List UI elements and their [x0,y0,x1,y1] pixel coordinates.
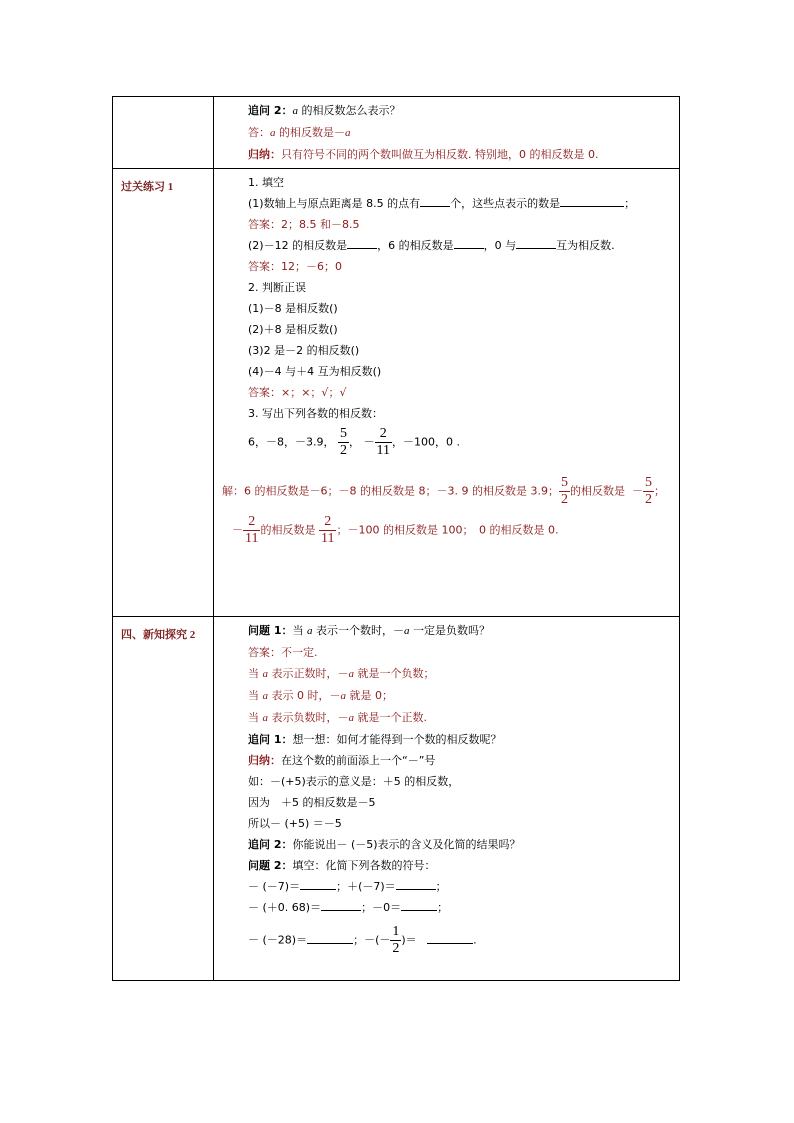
answer-blank[interactable] [307,932,353,944]
answer-blank[interactable] [516,237,556,249]
row-label-practice: 过关练习 1 [113,169,214,617]
summary-text: 只有符号不同的两个数叫做互为相反数. 特别地，0 的相反数是 0. [281,148,599,161]
case-negative: 当 a 表示负数时，－a 就是一个正数. [248,711,427,724]
fraction-1-2: $\frac{1}{2}$ [392,924,400,956]
answer-3: 答案：×；×；√；√ [248,386,347,399]
row-content-explore [214,617,680,981]
row-followup [113,97,680,169]
answer-prefix: 答： [248,126,270,139]
row-content-followup [214,97,680,169]
section-judge-title: 2. 判断正误 [248,281,306,294]
followup2-question: 的相反数怎么表示？ [297,104,401,117]
example-line-2: 因为 ＋5 的相反数是－5 [248,796,376,809]
judge-item-2: (2)＋8 是相反数() [248,323,338,336]
case-zero: 当 a 表示 0 时，－a 就是 0； [248,689,393,702]
summary-2: 归纳：在这个数的前面添上一个“－”号 [248,754,436,767]
row-content-practice [214,169,680,617]
exercise-line-3: － (－28)＝ ；－(－ $\frac{1}{2}$ )＝ . [248,924,477,956]
answer-blank[interactable] [454,237,484,249]
judge-item-3: (3)2 是－2 的相反数() [248,344,360,357]
answer-text: 的相反数是－ [275,126,345,139]
row-practice [113,169,680,617]
judge-item-1: (1)－8 是相反数() [248,302,338,315]
summary-title: 归纳： [248,148,281,161]
fraction-2-11: $\frac{2}{11}$ [245,514,259,546]
exercise-line-2: － (＋0. 68)＝ ；－0＝ ； [248,901,449,914]
answer-blank[interactable] [396,878,436,890]
answer-2: 答案：12；－6；0 [248,260,342,273]
answer-blank[interactable] [401,899,437,911]
followup-2: 追问 2：你能说出－ (－5)表示的含义及化简的结果吗？ [248,838,521,851]
followup-1: 追问 1：想一想：如何才能得到一个数的相反数呢？ [248,733,502,746]
question-1: (1)数轴上与原点距离是 8.5 的点有 个，这些点表示的数是 ； [248,197,636,210]
section-opposite-title: 3. 写出下列各数的相反数： [248,407,383,420]
var-a: a [270,127,276,139]
problem-1: 问题 1：当 a 表示一个数时，－a 一定是负数吗？ [248,624,490,637]
fraction-5-2: $\frac{5}{2}$ [560,475,568,507]
answer-blank[interactable] [347,237,377,249]
solution-line-1: 解：6 的相反数是－6；－8 的相反数是 8；－3. 9 的相反数是 3.9； $\frac{5}{2}$ 的相反数是 － $\frac{5}{2}$ ； [222,475,665,507]
exercise-line-1: － (－7)＝ ；＋(－7)＝ ； [248,880,447,893]
row-label-empty [113,97,214,169]
answer-blank[interactable] [560,195,624,207]
number-list: 6，－8，－3.9， $\frac{5}{2}$ ， － $\frac{2}{11}$ ，－100，0 . [248,426,460,458]
row-explore [113,617,680,981]
var-a: a [292,105,298,117]
fraction-5-2: $\frac{5}{2}$ [340,426,347,458]
problem-2: 问题 2：填空：化简下列各数的符号： [248,859,436,872]
example-line-1: 如：－(+5)表示的意义是：＋5 的相反数， [248,775,460,788]
answer-blank[interactable] [420,195,450,207]
case-positive: 当 a 表示正数时，－a 就是一个负数； [248,667,435,680]
fraction-5-2: $\frac{5}{2}$ [644,475,652,507]
followup2-title: 追问 2： [248,104,293,117]
example-line-3: 所以－ (+5) ＝－5 [248,817,342,830]
answer-blank[interactable] [321,899,361,911]
lesson-table [112,96,680,981]
answer-blank[interactable] [300,878,336,890]
answer-blank[interactable] [427,932,473,944]
fraction-2-11: $\frac{2}{11}$ [376,426,390,458]
section-fill-title: 1. 填空 [248,176,284,189]
solution-line-2: － $\frac{2}{11}$ 的相反数是 $\frac{2}{11}$ ；－100 的相反数是 100； 0 的相反数是 0. [232,514,559,546]
answer-1: 答案：2；8.5 和－8.5 [248,218,360,231]
var-a: a [345,127,351,139]
row-label-explore: 四、新知探究 2 [113,617,214,981]
fraction-2-11: $\frac{2}{11}$ [320,514,335,546]
question-2: (2)－12 的相反数是 ，6 的相反数是 ，0 与 互为相反数. [248,239,615,252]
judge-item-4: (4)－4 与＋4 互为相反数() [248,365,382,378]
answer-problem-1: 答案：不一定. [248,646,318,659]
